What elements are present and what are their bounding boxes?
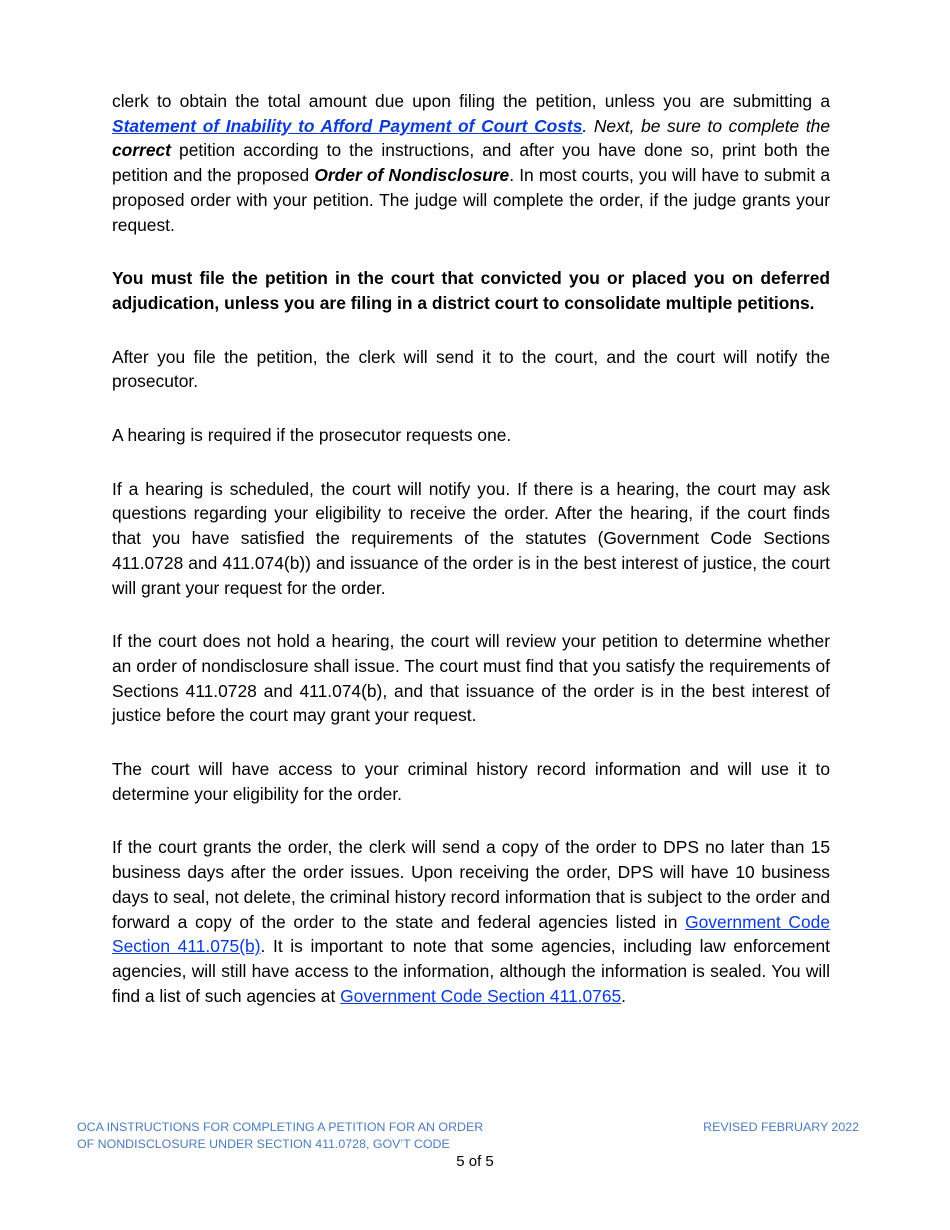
paragraph-text: If the court grants the order, the clerk will send a copy of the order to DPS no later than 15 business days after the order issues. Upon receiving the order, DPS will have 10 business days to seal, not delete, the criminal history record information that is subject to the order and forward a copy of the order to the state and federal agencies listed in xyxy=(112,837,830,932)
paragraph-hearing-scheduled: If a hearing is scheduled, the court will notify you. If there is a hearing, the court may ask questions regarding your eligibility to receive the order. After the hearing, if the court finds that you have satisfied the requirements of the statutes (Government Code Sections 411.0728 and 411.074(b)) and issuance of the order is in the best interest of justice, the court will grant your request for the order. xyxy=(112,478,830,598)
paragraph-order-granted xyxy=(112,835,830,1008)
gov-code-411-0765-link[interactable]: Government Code Section 411.0765 xyxy=(340,985,622,1006)
paragraph-filing-court-notice: You must file the petition in the court that convicted you or placed you on deferred adjudication, unless you are filing in a district court to consolidate multiple petitions. xyxy=(112,268,830,313)
emphasis-order-of-nondisclosure: Order of Nondisclosure xyxy=(314,165,510,186)
emphasis-correct: correct xyxy=(112,140,171,161)
page-body xyxy=(112,89,830,1037)
paragraph-no-hearing: If the court does not hold a hearing, the court will review your petition to determine whether an order of nondisclosure shall issue. The court must find that you satisfy the requirements of Sections 411.0728 and 411.074(b), and that issuance of the order is in the best interest of justice before the court may grant your request. xyxy=(112,631,830,726)
gov-code-411-075b-link[interactable]: Government Code Section 411.075(b) xyxy=(112,911,830,957)
paragraph-court-access: The court will have access to your criminal history record information and will use it to determine your eligibility for the order. xyxy=(112,759,830,804)
page-number: 5 of 5 xyxy=(456,1153,494,1170)
paragraph-text: . In most courts, you will have to submit a proposed order with your petition. The judge will complete the order, if the judge grants your request. xyxy=(112,165,830,235)
paragraph-text: . xyxy=(621,985,627,1006)
footer-document-title xyxy=(77,1119,483,1154)
paragraph-text: clerk to obtain the total amount due upon filing the petition, unless you are submitting a xyxy=(112,91,830,111)
paragraph-text: petition according to the instructions, and after you have done so, print both the petition and the proposed xyxy=(112,140,830,186)
footer-title-line-1: OCA INSTRUCTIONS FOR COMPLETING A PETITION FOR AN ORDER xyxy=(77,1120,484,1134)
footer-title-line-2: OF NONDISCLOSURE UNDER SECTION 411.0728, GOV’T CODE xyxy=(77,1137,450,1152)
paragraph-filing-instructions xyxy=(112,89,830,237)
paragraph-after-filing: After you file the petition, the clerk will send it to the court, and the court will notify the prosecutor. xyxy=(112,346,830,392)
paragraph-text: . Next, be sure to complete the xyxy=(582,115,830,136)
footer-revision-date: REVISED FEBRUARY 2022 xyxy=(703,1120,859,1134)
statement-of-inability-link[interactable]: Statement of Inability to Afford Payment of Court Costs xyxy=(112,115,583,136)
paragraph-text: . It is important to note that some agencies, including law enforcement agencies, will still have access to the information, although the information is sealed. You will find a list of such agencies at xyxy=(112,936,830,1006)
paragraph-hearing-required: A hearing is required if the prosecutor requests one. xyxy=(112,425,512,446)
